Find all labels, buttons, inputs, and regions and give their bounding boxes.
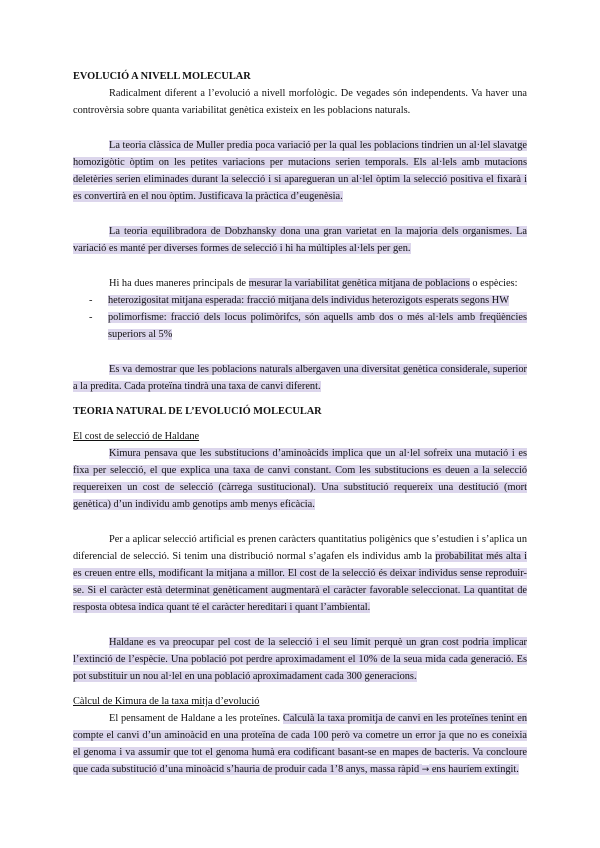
paragraph-dobzhansky bbox=[73, 223, 527, 257]
paragraph-intro: Radicalment diferent a l’evolució a nivell morfològic. De vegades són independents. Va haver una controvèrsia sobre quanta variabilitat genètica existeix en les poblacions naturals. bbox=[73, 88, 527, 116]
highlight-conclusion: Es va demostrar que les poblacions naturals albergaven una diversitat genètica considerale, superior a la predita. Cada proteïna tindrà una taxa de canvi diferent. bbox=[73, 364, 527, 392]
text-span: Per a aplicar selecció artificial es prenen caràcters quantitatius poligènics que s’estudien i s’aplica un diferencial de selecció. Si tenim una distribució normal s’agafen els individus amb la bbox=[73, 534, 527, 562]
subsection-title-haldane-cost: El cost de selecció de Haldane bbox=[73, 431, 200, 442]
paragraph-haldane-proteins bbox=[73, 710, 527, 779]
text-span: El pensament de Haldane a les proteïnes. bbox=[109, 713, 283, 724]
highlight-selection-cost: probabilitat més alta i es creuen entre ells, modificant la mitjana a millor. El cost de la selecció és deixar individus sense reproduir-se. bbox=[73, 551, 527, 596]
highlight-kimura: Kimura pensava que les substitucions d’aminoàcids implica que un al·lel sofreix una mutació i es fixa per selecció, el que explica una taxa de canvi constant. Com les substitucions es deuen a la selecció requereixen un cost de selecció (càrrega sustitucional). bbox=[73, 448, 527, 493]
highlight-protein-rate: Calculà la taxa promitja de canvi en les proteïnes tenint en compte el canvi d’un aminoàcid en una proteïna de cada 100 però va cometre un error ja que no es coneixia el genoma i va assumir que tot el genoma humà era codificant basant-se en mapes de bacteris. Va concloure que cada substitució d’una minoàcid s’hauria de produir cada 1’8 anys, massa ràpid bbox=[73, 713, 527, 775]
highlight-muller: La teoria clàssica de Muller predia poca variació per la qual les poblacions tindrien un al·lel slavatge homozigòtic òptim on les petites variacions per mutacions serien temporals. Els al·lels amb mutacions deletèries serien eliminades durant la selecció i si aparegueran un al·lel òptim la selecció positiva el fixarà i es convertirà en el nou òptim. Justificava la pràctica d’eugenèsia. bbox=[73, 140, 527, 202]
paragraph-muller bbox=[73, 137, 527, 205]
list-item-polymorphism bbox=[108, 309, 527, 343]
text-span: Si el caràcter està determinat genèticament augmentarà el caràcter favorable seleccionat. La quantitat de resposta obtesa indica quant té el caràcter hereditari i quant l’ambiental. bbox=[73, 585, 527, 613]
text-span: o espècies: bbox=[469, 278, 518, 289]
text-span: Una substitució requereix una destitució (mort genètica) d’un individu amb genotips amb menys eficàcia. bbox=[73, 482, 527, 510]
text-span: Hi ha dues maneres principals de bbox=[109, 278, 249, 289]
text-span: ens hauríem extingit. bbox=[429, 764, 519, 775]
highlight-haldane: Haldane es va preocupar pel cost de la selecció i el seu límit perquè un gran cost podria implicar l’extinció de l’espècie. bbox=[73, 637, 527, 665]
variability-measures-list bbox=[73, 292, 527, 343]
subsection-title-kimura-rate: Càlcul de Kimura de la taxa mitja d’evolució bbox=[73, 696, 260, 707]
right-arrow-icon: → bbox=[421, 765, 430, 775]
highlight-heterozygosity: heterozigositat mitjana esperada: fracció mitjana dels individus heterozigots esperats segons HW bbox=[108, 295, 509, 306]
paragraph-haldane-limit bbox=[73, 634, 527, 685]
text-span: Una població pot perdre aproximadament el 10% de la seua mida cada generació. Es pot substituir un nou al·lel en una població aproximadament cada 300 generacions. bbox=[73, 654, 527, 682]
paragraph-kimura bbox=[73, 445, 527, 513]
list-item-heterozygosity bbox=[108, 292, 527, 309]
highlight-polymorphism: polimorfisme: fracció dels locus polimòrifcs, són aquells amb dos o més al·lels amb freqüències superiors al 5% bbox=[108, 312, 527, 340]
section-title-teoria-natural: TEORIA NATURAL DE L’EVOLUCIÓ MOLECULAR bbox=[73, 406, 322, 417]
paragraph-conclusion bbox=[73, 361, 527, 395]
paragraph-artificial-selection bbox=[73, 531, 527, 616]
highlight-measure: mesurar la variabilitat genètica mitjana de poblacions bbox=[248, 278, 470, 289]
section-title-evolucio-molecular: EVOLUCIÓ A NIVELL MOLECULAR bbox=[73, 71, 251, 82]
paragraph-measure-variability bbox=[73, 275, 527, 292]
highlight-dobzhansky: La teoria equilibradora de Dobzhansky dona una gran varietat en la majoria dels organismes. La variació es manté per diverses formes de selecció i hi ha múltiples al·lels per gen. bbox=[73, 226, 527, 254]
